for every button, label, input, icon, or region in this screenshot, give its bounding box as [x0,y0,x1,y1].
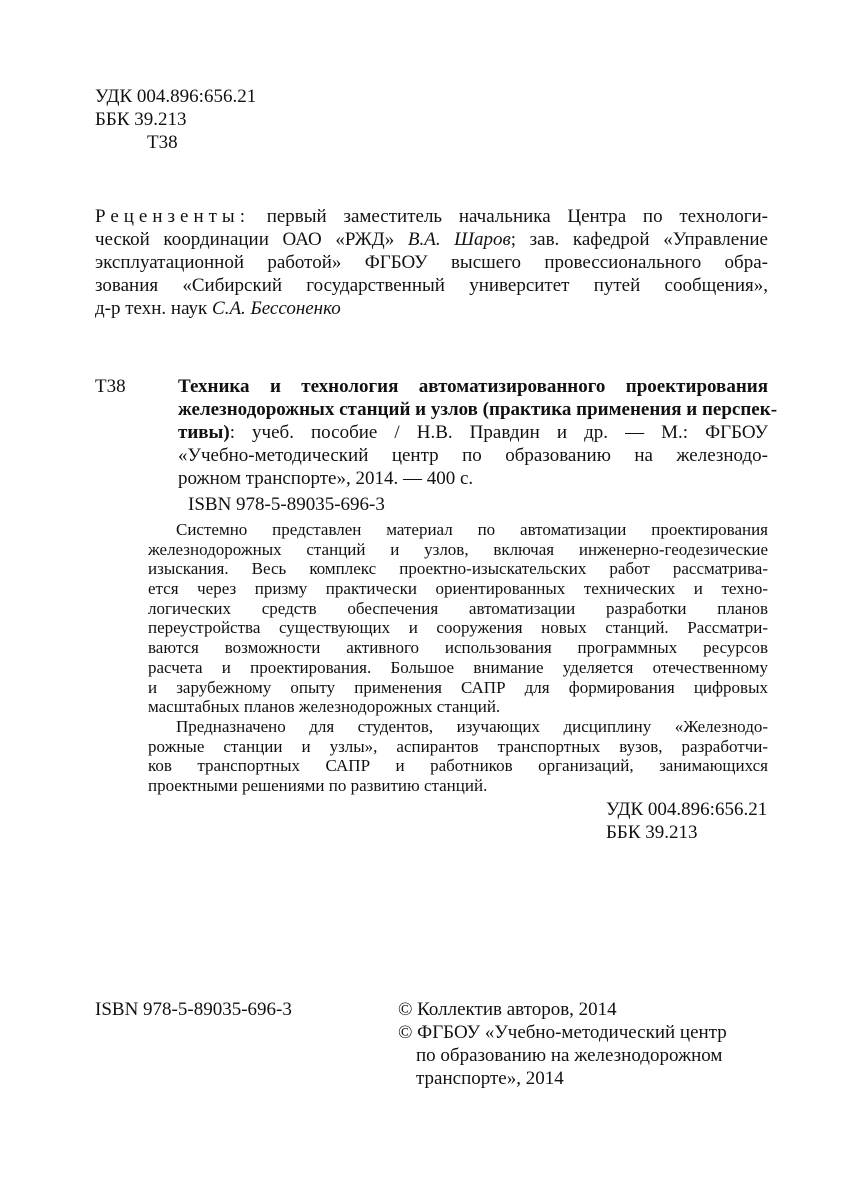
text-segment: Техника и технология автоматизированного проектирования [178,376,768,397]
text-segment: Предназначено для студентов, изучающих дисциплину «Железнодо- [176,716,768,736]
text-line [148,717,768,737]
text-line [148,756,768,776]
text-segment: ческой координации ОАО «РЖД» [95,229,408,250]
copyright-block [398,998,727,1090]
text-line [178,421,768,444]
text-line [178,375,768,398]
classification-header [95,85,256,154]
text-line [148,658,768,678]
text-segment: Системно представлен материал по автоматизации проектирования [176,520,768,539]
text-line [148,579,768,599]
text-line [148,540,768,560]
text-line [95,274,768,297]
text-segment: расчета и проектирования. Большое внимание уделяется отечественному [148,657,768,677]
text-line [95,228,768,251]
abstract-codes [606,798,767,844]
text-line [148,599,768,619]
footer-isbn: ISBN 978-5-89035-696-3 [95,999,292,1020]
person-name: В.А. Шаров [407,229,511,250]
text-line [148,776,768,796]
text-segment: д-р техн. наук [95,298,213,319]
text-line [95,205,768,228]
copyright-line: © Коллектив авторов, 2014 [398,999,617,1020]
author-mark: Т38 [147,132,178,153]
text-line [95,297,768,320]
text-line [148,618,768,638]
udk-code: УДК 004.896:656.21 [95,86,257,107]
catalog-mark: Т38 [95,376,126,397]
text-segment: изыскания. Весь комплекс проектно-изыскательских работ рассматрива- [148,559,768,579]
text-line [148,697,768,717]
text-segment: Рецензенты: [95,206,250,227]
text-segment: логических средств обеспечения автоматизации разработки планов [148,598,768,618]
text-line [178,398,778,421]
person-name: С.А. Бессоненко [212,298,341,319]
copyright-line: © ФГБОУ «Учебно-методический центр [398,1022,727,1043]
text-segment: ; зав. кафедрой «Управление [510,229,768,250]
text-segment: рожном транспорте», 2014. — 400 с. [178,468,474,489]
text-segment: зования «Сибирский государственный университет путей сообщения», [95,275,768,296]
bbk-code: ББК 39.213 [95,109,187,130]
text-line [148,559,768,579]
reviewers-block [95,205,768,320]
text-segment: ков транспортных САПР и работников организаций, занимающихся [148,756,768,776]
copyright-line: по образованию на железнодорожном [416,1045,723,1066]
text-segment: железнодорожных станций и узлов, включая инженерно-геодезические [148,539,768,559]
abstract-block [148,520,768,796]
catalog-isbn: ISBN 978-5-89035-696-3 [188,494,385,515]
catalog-entry [178,375,778,490]
abstract-udk: УДК 004.896:656.21 [606,799,768,820]
text-segment: тивы) [178,422,230,443]
text-segment: : учеб. пособие / Н.В. Правдин и др. — М.: ФГБОУ [229,422,768,443]
text-segment: ваются возможности активного использования программных ресурсов [148,638,768,658]
text-segment: проектными решениями по развитию станций. [148,775,488,795]
copyright-line: транспорте», 2014 [416,1068,564,1089]
text-segment: первый заместитель начальника Центра по технологи- [249,206,768,227]
text-line [178,467,768,490]
text-segment: «Учебно-методический центр по образованию на железнодо- [178,445,768,466]
text-line [148,638,768,658]
text-line [148,678,768,698]
text-line [178,444,768,467]
text-segment: эксплуатационной работой» ФГБОУ высшего провессионального обра- [95,252,768,273]
text-line [148,520,768,540]
text-segment: рожные станции и узлы», аспирантов транспортных вузов, разработчи- [148,736,768,756]
text-segment: железнодорожных станций и узлов (практика применения и перспек- [178,399,778,420]
text-segment: переустройства существующих и сооружения новых станций. Рассматри- [148,618,768,638]
abstract-bbk: ББК 39.213 [606,822,698,843]
text-line [95,251,768,274]
text-segment: масштабных планов железнодорожных станций. [148,697,501,717]
text-segment: и зарубежному опыту применения САПР для формирования цифровых [148,677,768,697]
text-line [148,737,768,757]
text-segment: ется через призму практически ориентированных технических и техно- [148,579,768,599]
